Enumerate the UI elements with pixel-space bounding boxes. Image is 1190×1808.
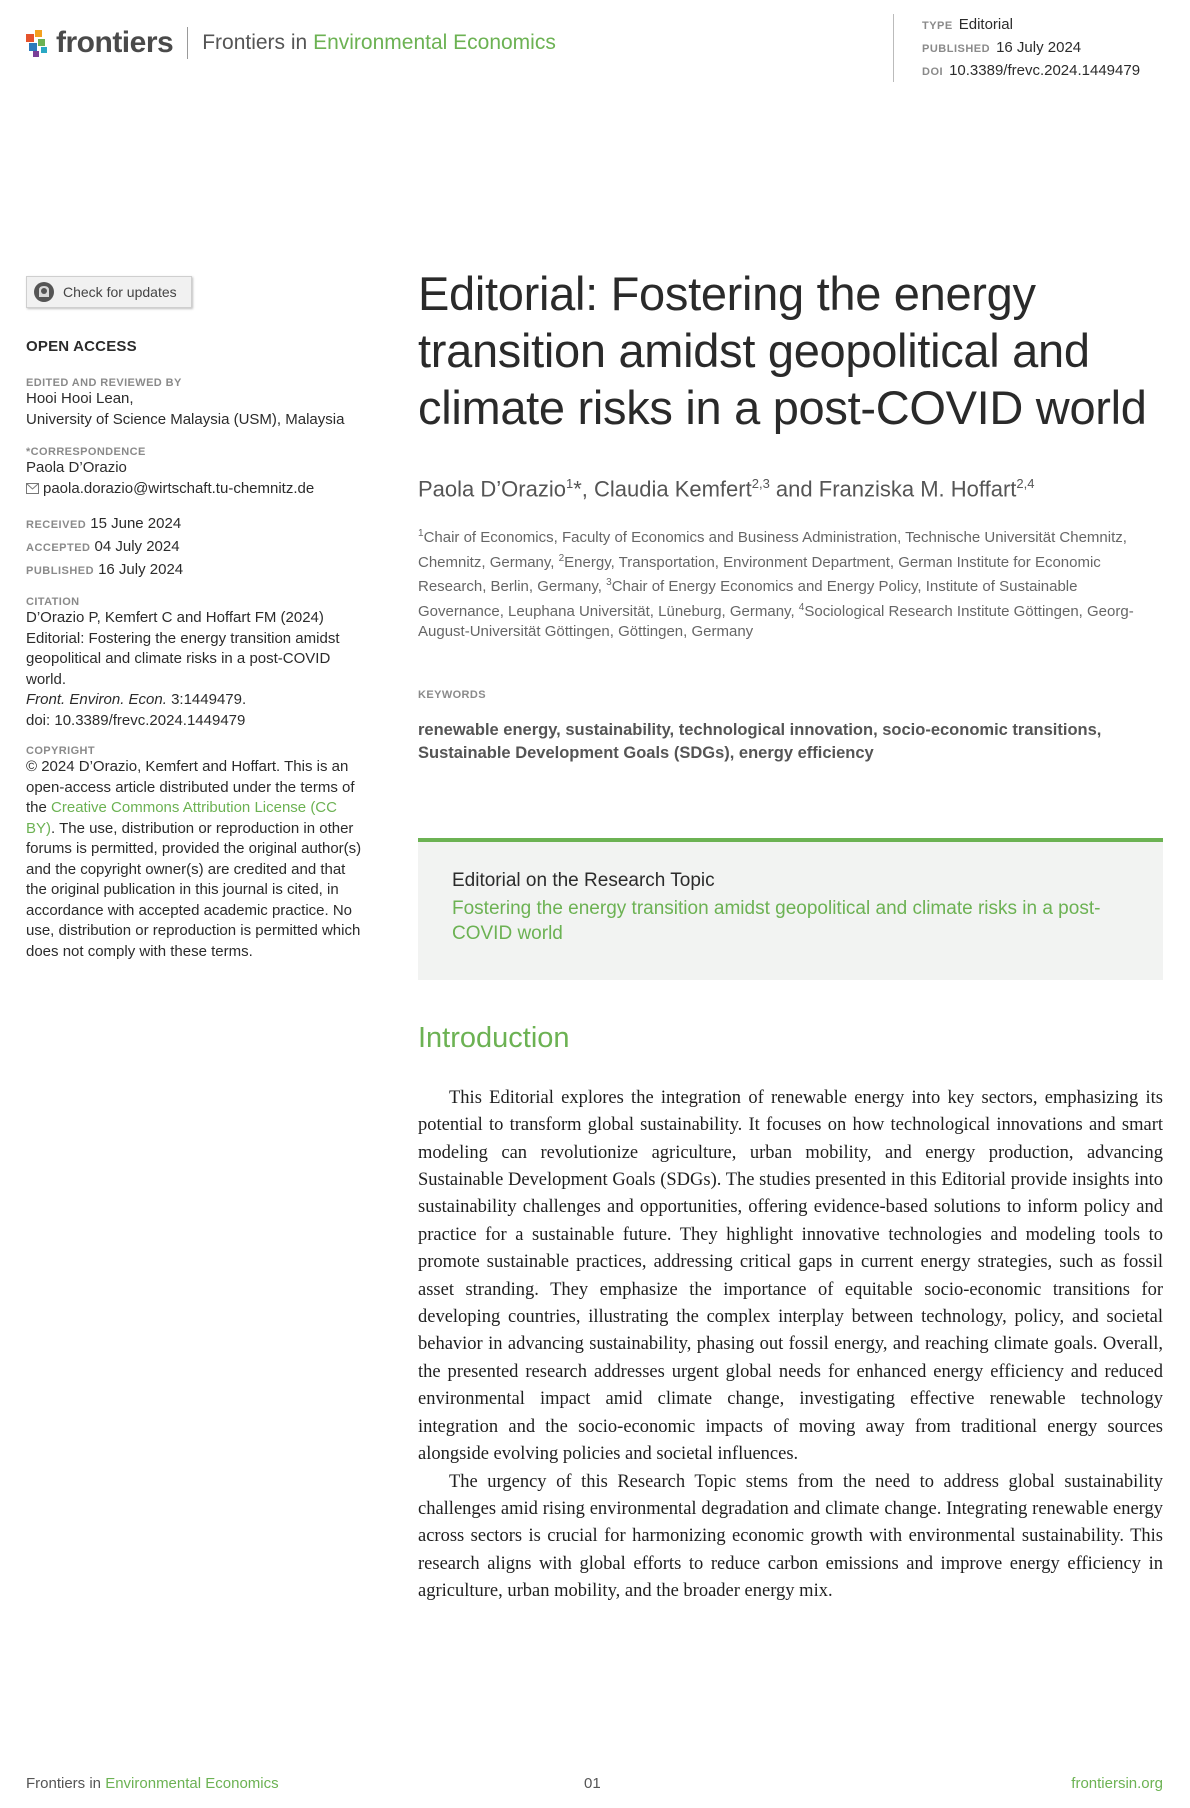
published-date: 16 July 2024 <box>98 561 184 578</box>
footer-journal-title: Environmental Economics <box>105 1775 279 1792</box>
research-topic-box <box>418 838 1163 980</box>
logo-wordmark: frontiers <box>56 26 174 59</box>
received-date: 15 June 2024 <box>90 515 182 532</box>
author-affiliation-marker: 2,3 <box>751 476 770 491</box>
affiliation-text: Chair of Energy Economics and Energy Policy, Institute of Sustainable Governance, Leuphana Universität, Lüneburg, Germany, <box>418 578 1078 620</box>
journal-title: Environmental Economics <box>313 31 556 54</box>
correspondence-email-row[interactable] <box>26 479 366 500</box>
open-access-heading: OPEN ACCESS <box>26 338 137 355</box>
affiliation-number: 1 <box>418 528 424 540</box>
affiliation-text: Sociological Research Institute Göttingen, Georg-August-Universität Göttingen, Göttingen, Germany <box>418 602 1134 641</box>
meta-type-value: Editorial <box>958 16 1013 33</box>
copyright-text <box>26 757 366 962</box>
copyright-post: . The use, distribution or reproduction in other forums is permitted, provided the original author(s) and the copyright owner(s) are credited and that the original publication in this journal is cited, in accordance with accepted academic practice. No use, distribution or reproduction is permitted which does not comply with these terms. <box>26 819 362 960</box>
article-title: Editorial: Fostering the energy transition amidst geopolitical and climate risks in a post-COVID world <box>418 267 1147 434</box>
accepted-label: ACCEPTED <box>26 542 91 554</box>
edited-by-label: EDITED AND REVIEWED BY <box>26 377 182 389</box>
envelope-icon <box>26 483 39 494</box>
body-paragraph: This Editorial explores the integration of renewable energy into key sectors, emphasizing its potential to transform global sustainability. It focuses on how technological innovations and smart modeling can revolutionize agriculture, urban mobility, and energy production, advancing Sustainable Development Goals (SDGs). The studies presented in this Editorial provide insights into sustainability challenges and opportunities, offering evidence-based solutions to inform policy and practice for a sustainable future. They highlight innovative technologies and modeling tools to promote sustainable practices, addressing critical gaps in current energy strategies, such as fossil asset stranding. They emphasize the importance of equitable socio-economic transitions for developing countries, illustrating the complex interplay between technology, policy, and societal behavior in advancing sustainability, phasing out fossil energy, and reaching climate goals. Overall, the presented research addresses urgent global needs for enhanced energy efficiency and reduced environmental impact amid climate change, investigating effective renewable technology integration and the socio-economic impacts of moving away from traditional energy sources alongside evolving policies and societal influences. <box>418 1087 1163 1465</box>
check-for-updates-button[interactable] <box>26 276 192 308</box>
published-row <box>26 559 366 582</box>
cc-by-license-link[interactable]: Creative Commons Attribution License (CC BY) <box>26 799 337 837</box>
affiliation-number: 3 <box>606 577 612 589</box>
published-label: PUBLISHED <box>26 565 95 577</box>
accepted-row <box>26 536 366 559</box>
frontiers-logo[interactable] <box>24 22 556 64</box>
body-paragraph: The urgency of this Research Topic stems from the need to address global sustainability challenges amid rising environmental degradation and climate change. Integrating renewable energy across sectors is crucial for harmonizing economic growth with environmental sustainability. This research aligns with global efforts to reduce carbon emissions and improve energy efficiency in agriculture, urban mobility, and the broader energy mix. <box>418 1471 1163 1602</box>
meta-doi-label: DOI <box>922 66 944 78</box>
author-separator: and <box>769 476 819 502</box>
footer-journal-prefix: Frontiers in <box>26 1775 102 1792</box>
author-name[interactable]: Paola D’Orazio <box>418 476 566 502</box>
correspondence-email[interactable]: paola.dorazio@wirtschaft.tu-chemnitz.de <box>43 479 315 497</box>
author-separator: , <box>581 476 594 502</box>
keywords: renewable energy, sustainability, technological innovation, socio-economic transitions, Sustainable Development Goals (SDGs), energy efficiency <box>418 720 1102 762</box>
introduction-heading: Introduction <box>418 1021 570 1054</box>
received-label: RECEIVED <box>26 519 87 531</box>
logo-divider <box>187 27 188 59</box>
meta-type-label: TYPE <box>922 20 953 32</box>
affiliation-text: Energy, Transportation, Environment Department, German Institute for Economic Research, Berlin, Germany, <box>418 553 1101 596</box>
meta-published-value: 16 July 2024 <box>996 39 1082 56</box>
keywords-label: KEYWORDS <box>418 688 486 701</box>
copyright-pre: © 2024 D’Orazio, Kemfert and Hoffart. This is an open-access article distributed under the terms of the <box>26 758 355 816</box>
affiliations <box>418 524 1163 643</box>
editor-name: Hooi Hooi Lean, <box>26 390 134 407</box>
meta-published-label: PUBLISHED <box>922 43 991 55</box>
citation-journal: Front. Environ. Econ. <box>26 691 167 708</box>
meta-doi <box>922 60 1140 83</box>
research-topic-heading: Editorial on the Research Topic <box>452 869 715 891</box>
received-row <box>26 513 366 536</box>
dates-block <box>26 513 366 582</box>
journal-prefix: Frontiers in <box>202 31 308 54</box>
author-list <box>418 476 1163 502</box>
page-number: 01 <box>584 1775 601 1792</box>
author-affiliation-marker: 1 <box>565 476 574 491</box>
author-name[interactable]: Claudia Kemfert <box>593 476 752 502</box>
correspondence-label: *CORRESPONDENCE <box>26 446 146 458</box>
citation-doi[interactable]: doi: 10.3389/frevc.2024.1449479 <box>26 711 246 729</box>
meta-type <box>922 14 1140 37</box>
footer-journal[interactable] <box>26 1775 279 1792</box>
sidebar <box>26 276 366 962</box>
meta-doi-value[interactable]: 10.3389/frevc.2024.1449479 <box>949 62 1141 79</box>
article-meta <box>893 14 1140 82</box>
citation-source <box>26 690 366 711</box>
accepted-date: 04 July 2024 <box>94 538 180 555</box>
article-main <box>418 265 1163 1606</box>
affiliation-number: 4 <box>798 601 805 613</box>
author-affiliation-marker: 2,4 <box>1016 476 1035 491</box>
corresponding-author-marker: * <box>573 476 582 502</box>
correspondence-name: Paola D’Orazio <box>26 459 127 476</box>
frontiers-logo-icon <box>24 28 50 58</box>
journal-name[interactable] <box>202 31 556 55</box>
check-for-updates-label: Check for updates <box>63 284 177 300</box>
footer-site-link[interactable]: frontiersin.org <box>1071 1775 1163 1792</box>
author-name[interactable]: Franziska M. Hoffart <box>818 476 1017 502</box>
update-check-icon <box>33 281 55 303</box>
research-topic-link[interactable]: Fostering the energy transition amidst geopolitical and climate risks in a post-COVID world <box>452 897 1101 944</box>
citation-text: D’Orazio P, Kemfert C and Hoffart FM (2024) Editorial: Fostering the energy transition amidst geopolitical and climate risks in a post-COVID world. <box>26 609 340 688</box>
citation-label: CITATION <box>26 596 80 608</box>
affiliation-number: 2 <box>558 552 565 564</box>
copyright-label: COPYRIGHT <box>26 745 95 757</box>
editor-affiliation: University of Science Malaysia (USM), Malaysia <box>26 410 345 428</box>
citation-volume: 3:1449479. <box>171 691 247 708</box>
meta-published <box>922 37 1140 60</box>
affiliation-text: Chair of Economics, Faculty of Economics and Business Administration, Technische Universität Chemnitz, Chemnitz, Germany, <box>418 529 1127 571</box>
